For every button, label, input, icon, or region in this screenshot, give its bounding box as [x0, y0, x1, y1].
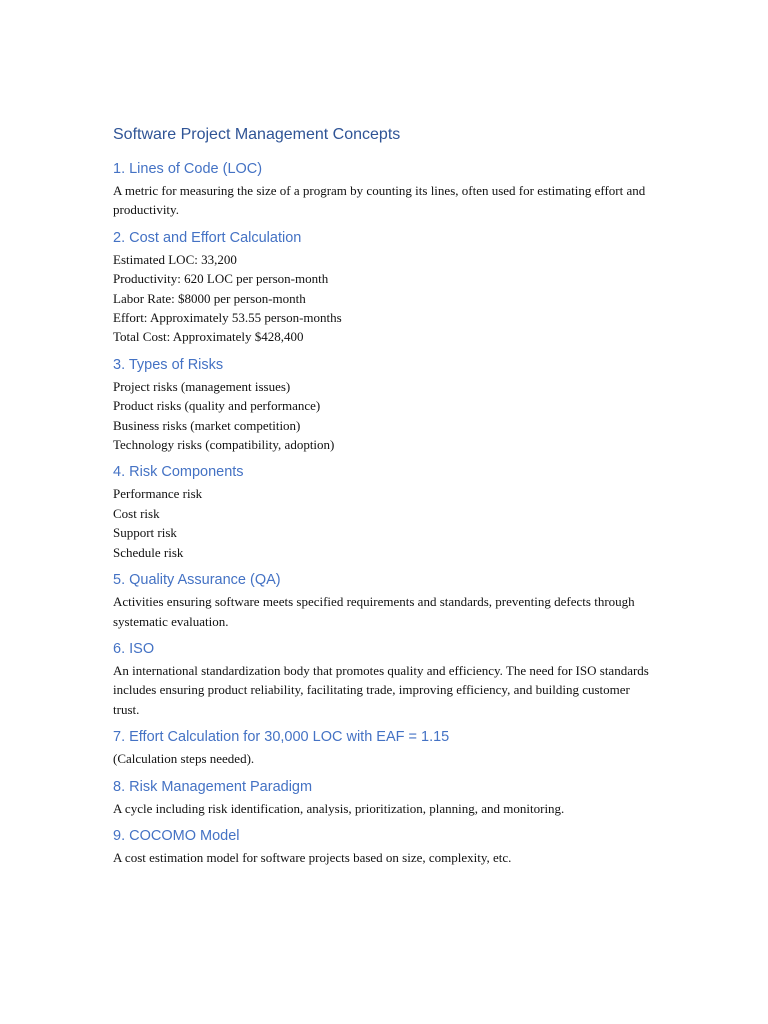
section-line: Project risks (management issues) — [113, 378, 291, 394]
section-body: (Calculation steps needed). — [113, 751, 255, 767]
section-line: Performance risk — [113, 486, 203, 502]
section-body: A metric for measuring the size of a program by counting its lines, often used for estimating effort and productivity. — [113, 183, 646, 218]
section-body: An international standardization body that promotes quality and efficiency. The need for ISO standards includes ensuring product reliability, facilitating trade, improving efficiency, and building customer trust. — [113, 662, 649, 717]
section-heading: 9. COCOMO Model — [113, 827, 240, 844]
section-heading: 6. ISO — [113, 640, 155, 657]
section-cost-effort — [113, 228, 658, 347]
section-body: A cycle including risk identification, analysis, prioritization, planning, and monitoring. — [113, 800, 565, 816]
section-risk-management-paradigm — [113, 777, 658, 818]
section-cocomo-model — [113, 826, 658, 867]
section-types-of-risks — [113, 355, 658, 455]
section-heading: 2. Cost and Effort Calculation — [113, 229, 302, 246]
section-body: A cost estimation model for software projects based on size, complexity, etc. — [113, 849, 512, 865]
document-title: Software Project Management Concepts — [113, 126, 401, 143]
section-line: Support risk — [113, 525, 177, 541]
section-line: Productivity: 620 LOC per person-month — [113, 271, 329, 287]
section-heading: 4. Risk Components — [113, 464, 244, 481]
section-quality-assurance — [113, 570, 658, 631]
section-heading: 5. Quality Assurance (QA) — [113, 572, 281, 589]
section-line: Total Cost: Approximately $428,400 — [113, 329, 304, 345]
section-heading: 1. Lines of Code (LOC) — [113, 161, 263, 177]
section-line: Labor Rate: $8000 per person-month — [113, 290, 306, 306]
section-body: Activities ensuring software meets specified requirements and standards, preventing defects through systematic evaluation. — [113, 594, 635, 629]
section-risk-components — [113, 462, 658, 562]
section-effort-calculation — [113, 727, 658, 768]
document-page — [113, 124, 658, 875]
section-iso — [113, 639, 658, 719]
section-heading: 3. Types of Risks — [113, 356, 224, 373]
section-heading: 7. Effort Calculation for 30,000 LOC with EAF = 1.15 — [113, 729, 450, 746]
section-line: Effort: Approximately 53.55 person-months — [113, 310, 342, 326]
section-heading: 8. Risk Management Paradigm — [113, 778, 313, 795]
section-lines-of-code — [113, 159, 658, 220]
section-line: Estimated LOC: 33,200 — [113, 251, 237, 267]
section-line: Product risks (quality and performance) — [113, 398, 321, 414]
section-line: Schedule risk — [113, 544, 184, 560]
section-line: Cost risk — [113, 505, 160, 521]
section-line: Technology risks (compatibility, adoption) — [113, 437, 335, 453]
section-line: Business risks (market competition) — [113, 417, 301, 433]
